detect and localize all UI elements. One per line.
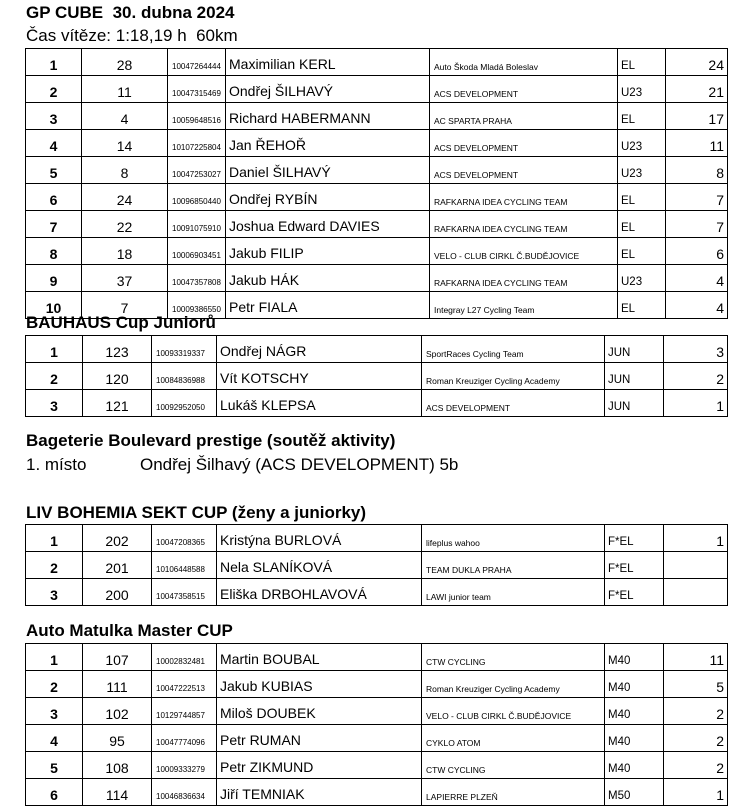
start-number-cell: 28 bbox=[82, 49, 168, 76]
points-cell: 21 bbox=[666, 76, 728, 103]
start-number-cell: 107 bbox=[83, 644, 152, 671]
rider-name-cell: Jakub FILIP bbox=[226, 238, 430, 265]
uci-id-cell: 10047357808 bbox=[168, 265, 226, 292]
bageterie-place: 1. místo bbox=[26, 455, 87, 474]
matulka-heading: Auto Matulka Master CUP bbox=[26, 621, 233, 640]
position-cell: 6 bbox=[26, 184, 82, 211]
category-cell: EL bbox=[618, 184, 666, 211]
team-cell: ACS DEVELOPMENT bbox=[430, 130, 618, 157]
rider-name-cell: Joshua Edward DAVIES bbox=[226, 211, 430, 238]
uci-id-cell: 10047222513 bbox=[152, 671, 217, 698]
rider-name-cell: Nela SLANÍKOVÁ bbox=[217, 552, 422, 579]
gp-results-table bbox=[25, 48, 728, 319]
points-cell bbox=[664, 552, 728, 579]
rider-name-cell: Eliška DRBOHLAVOVÁ bbox=[217, 579, 422, 606]
uci-id-cell: 10002832481 bbox=[152, 644, 217, 671]
uci-id-cell: 10107225804 bbox=[168, 130, 226, 157]
position-cell: 9 bbox=[26, 265, 82, 292]
position-cell: 10 bbox=[26, 292, 82, 319]
points-cell: 17 bbox=[666, 103, 728, 130]
gp-results-body bbox=[26, 49, 728, 319]
table-row bbox=[26, 49, 728, 76]
uci-id-cell: 10091075910 bbox=[168, 211, 226, 238]
position-cell: 2 bbox=[26, 363, 83, 390]
team-cell: Roman Kreuziger Cycling Academy bbox=[422, 671, 605, 698]
bauhaus-heading: BAUHAUS Cup Juniorů bbox=[26, 313, 216, 332]
rider-name-cell: Ondřej NÁGR bbox=[217, 336, 422, 363]
table-row bbox=[26, 211, 728, 238]
category-cell: U23 bbox=[618, 265, 666, 292]
rider-name-cell: Petr FIALA bbox=[226, 292, 430, 319]
category-cell: F*EL bbox=[605, 525, 664, 552]
points-cell: 3 bbox=[664, 336, 728, 363]
uci-id-cell: 10096850440 bbox=[168, 184, 226, 211]
category-cell: EL bbox=[618, 238, 666, 265]
bageterie-heading: Bageterie Boulevard prestige (soutěž aktivity) bbox=[26, 431, 396, 450]
table-row bbox=[26, 752, 728, 779]
points-cell: 1 bbox=[664, 390, 728, 417]
team-cell: AC SPARTA PRAHA bbox=[430, 103, 618, 130]
position-cell: 8 bbox=[26, 238, 82, 265]
position-cell: 1 bbox=[26, 525, 83, 552]
rider-name-cell: Vít KOTSCHY bbox=[217, 363, 422, 390]
points-cell: 6 bbox=[666, 238, 728, 265]
points-cell: 11 bbox=[666, 130, 728, 157]
position-cell: 3 bbox=[26, 390, 83, 417]
winner-time: Čas vítěze: 1:18,19 h 60km bbox=[26, 26, 238, 45]
team-cell: lifeplus wahoo bbox=[422, 525, 605, 552]
uci-id-cell: 10047253027 bbox=[168, 157, 226, 184]
category-cell: F*EL bbox=[605, 579, 664, 606]
table-row bbox=[26, 336, 728, 363]
position-cell: 5 bbox=[26, 752, 83, 779]
points-cell: 8 bbox=[666, 157, 728, 184]
points-cell: 2 bbox=[664, 725, 728, 752]
position-cell: 1 bbox=[26, 644, 83, 671]
points-cell: 11 bbox=[664, 644, 728, 671]
category-cell: JUN bbox=[605, 336, 664, 363]
rider-name-cell: Jan ŘEHOŘ bbox=[226, 130, 430, 157]
uci-id-cell: 10084836988 bbox=[152, 363, 217, 390]
category-cell: F*EL bbox=[605, 552, 664, 579]
start-number-cell: 202 bbox=[83, 525, 152, 552]
team-cell: LAPIERRE PLZEŇ bbox=[422, 779, 605, 806]
points-cell: 2 bbox=[664, 363, 728, 390]
table-row bbox=[26, 579, 728, 606]
uci-id-cell: 10009333279 bbox=[152, 752, 217, 779]
rider-name-cell: Ondřej RYBÍN bbox=[226, 184, 430, 211]
start-number-cell: 102 bbox=[83, 698, 152, 725]
points-cell: 7 bbox=[666, 211, 728, 238]
position-cell: 3 bbox=[26, 579, 83, 606]
team-cell: ACS DEVELOPMENT bbox=[430, 76, 618, 103]
bauhaus-results-table bbox=[25, 335, 728, 417]
uci-id-cell: 10047774096 bbox=[152, 725, 217, 752]
liv-results-body bbox=[26, 525, 728, 606]
table-row bbox=[26, 130, 728, 157]
position-cell: 4 bbox=[26, 130, 82, 157]
rider-name-cell: Martin BOUBAL bbox=[217, 644, 422, 671]
table-row bbox=[26, 76, 728, 103]
uci-id-cell: 10092952050 bbox=[152, 390, 217, 417]
start-number-cell: 7 bbox=[82, 292, 168, 319]
team-cell: LAWI junior team bbox=[422, 579, 605, 606]
bauhaus-results-body bbox=[26, 336, 728, 417]
category-cell: EL bbox=[618, 292, 666, 319]
category-cell: JUN bbox=[605, 390, 664, 417]
points-cell: 4 bbox=[666, 292, 728, 319]
start-number-cell: 24 bbox=[82, 184, 168, 211]
rider-name-cell: Petr RUMAN bbox=[217, 725, 422, 752]
table-row bbox=[26, 103, 728, 130]
position-cell: 4 bbox=[26, 725, 83, 752]
points-cell: 2 bbox=[664, 752, 728, 779]
rider-name-cell: Maximilian KERL bbox=[226, 49, 430, 76]
table-row bbox=[26, 265, 728, 292]
points-cell: 2 bbox=[664, 698, 728, 725]
uci-id-cell: 10009386550 bbox=[168, 292, 226, 319]
points-cell: 1 bbox=[664, 779, 728, 806]
category-cell: M40 bbox=[605, 752, 664, 779]
position-cell: 2 bbox=[26, 671, 83, 698]
bageterie-winner: Ondřej Šilhavý (ACS DEVELOPMENT) 5b bbox=[140, 455, 459, 474]
position-cell: 2 bbox=[26, 552, 83, 579]
uci-id-cell: 10106448588 bbox=[152, 552, 217, 579]
team-cell: Roman Kreuziger Cycling Academy bbox=[422, 363, 605, 390]
team-cell: ACS DEVELOPMENT bbox=[422, 390, 605, 417]
team-cell: RAFKARNA IDEA CYCLING TEAM bbox=[430, 211, 618, 238]
start-number-cell: 111 bbox=[83, 671, 152, 698]
table-row bbox=[26, 671, 728, 698]
rider-name-cell: Jiří TEMNIAK bbox=[217, 779, 422, 806]
table-row bbox=[26, 184, 728, 211]
rider-name-cell: Daniel ŠILHAVÝ bbox=[226, 157, 430, 184]
category-cell: EL bbox=[618, 103, 666, 130]
category-cell: M40 bbox=[605, 725, 664, 752]
table-row bbox=[26, 725, 728, 752]
points-cell: 4 bbox=[666, 265, 728, 292]
position-cell: 7 bbox=[26, 211, 82, 238]
team-cell: ACS DEVELOPMENT bbox=[430, 157, 618, 184]
team-cell: VELO - CLUB CIRKL Č.BUDĚJOVICE bbox=[422, 698, 605, 725]
category-cell: JUN bbox=[605, 363, 664, 390]
table-row bbox=[26, 779, 728, 806]
position-cell: 1 bbox=[26, 49, 82, 76]
team-cell: VELO - CLUB CIRKL Č.BUDĚJOVICE bbox=[430, 238, 618, 265]
category-cell: U23 bbox=[618, 130, 666, 157]
table-row bbox=[26, 698, 728, 725]
position-cell: 3 bbox=[26, 103, 82, 130]
category-cell: EL bbox=[618, 211, 666, 238]
start-number-cell: 121 bbox=[83, 390, 152, 417]
uci-id-cell: 10059648516 bbox=[168, 103, 226, 130]
rider-name-cell: Ondřej ŠILHAVÝ bbox=[226, 76, 430, 103]
start-number-cell: 201 bbox=[83, 552, 152, 579]
start-number-cell: 14 bbox=[82, 130, 168, 157]
uci-id-cell: 10047315469 bbox=[168, 76, 226, 103]
team-cell: SportRaces Cycling Team bbox=[422, 336, 605, 363]
start-number-cell: 22 bbox=[82, 211, 168, 238]
uci-id-cell: 10093319337 bbox=[152, 336, 217, 363]
start-number-cell: 4 bbox=[82, 103, 168, 130]
matulka-results-body bbox=[26, 644, 728, 806]
team-cell: TEAM DUKLA PRAHA bbox=[422, 552, 605, 579]
rider-name-cell: Petr ZIKMUND bbox=[217, 752, 422, 779]
team-cell: CYKLO ATOM bbox=[422, 725, 605, 752]
liv-results-table bbox=[25, 524, 728, 606]
start-number-cell: 114 bbox=[83, 779, 152, 806]
table-row bbox=[26, 525, 728, 552]
table-row bbox=[26, 157, 728, 184]
start-number-cell: 8 bbox=[82, 157, 168, 184]
start-number-cell: 18 bbox=[82, 238, 168, 265]
team-cell: RAFKARNA IDEA CYCLING TEAM bbox=[430, 184, 618, 211]
uci-id-cell: 10129744857 bbox=[152, 698, 217, 725]
uci-id-cell: 10006903451 bbox=[168, 238, 226, 265]
uci-id-cell: 10047208365 bbox=[152, 525, 217, 552]
table-row bbox=[26, 390, 728, 417]
start-number-cell: 108 bbox=[83, 752, 152, 779]
category-cell: M40 bbox=[605, 698, 664, 725]
category-cell: M40 bbox=[605, 671, 664, 698]
start-number-cell: 11 bbox=[82, 76, 168, 103]
team-cell: Integray L27 Cycling Team bbox=[430, 292, 618, 319]
rider-name-cell: Kristýna BURLOVÁ bbox=[217, 525, 422, 552]
uci-id-cell: 10047264444 bbox=[168, 49, 226, 76]
rider-name-cell: Richard HABERMANN bbox=[226, 103, 430, 130]
team-cell: CTW CYCLING bbox=[422, 644, 605, 671]
page-title: GP CUBE 30. dubna 2024 bbox=[26, 3, 235, 22]
points-cell: 5 bbox=[664, 671, 728, 698]
position-cell: 5 bbox=[26, 157, 82, 184]
rider-name-cell: Jakub KUBIAS bbox=[217, 671, 422, 698]
matulka-results-table bbox=[25, 643, 728, 806]
rider-name-cell: Lukáš KLEPSA bbox=[217, 390, 422, 417]
start-number-cell: 37 bbox=[82, 265, 168, 292]
points-cell: 7 bbox=[666, 184, 728, 211]
rider-name-cell: Miloš DOUBEK bbox=[217, 698, 422, 725]
position-cell: 6 bbox=[26, 779, 83, 806]
points-cell: 24 bbox=[666, 49, 728, 76]
category-cell: EL bbox=[618, 49, 666, 76]
start-number-cell: 95 bbox=[83, 725, 152, 752]
category-cell: M40 bbox=[605, 644, 664, 671]
table-row bbox=[26, 552, 728, 579]
category-cell: U23 bbox=[618, 76, 666, 103]
start-number-cell: 120 bbox=[83, 363, 152, 390]
position-cell: 3 bbox=[26, 698, 83, 725]
rider-name-cell: Jakub HÁK bbox=[226, 265, 430, 292]
points-cell bbox=[664, 579, 728, 606]
table-row bbox=[26, 238, 728, 265]
position-cell: 2 bbox=[26, 76, 82, 103]
points-cell: 1 bbox=[664, 525, 728, 552]
category-cell: U23 bbox=[618, 157, 666, 184]
team-cell: CTW CYCLING bbox=[422, 752, 605, 779]
position-cell: 1 bbox=[26, 336, 83, 363]
table-row bbox=[26, 644, 728, 671]
start-number-cell: 200 bbox=[83, 579, 152, 606]
start-number-cell: 123 bbox=[83, 336, 152, 363]
table-row bbox=[26, 363, 728, 390]
uci-id-cell: 10046836634 bbox=[152, 779, 217, 806]
team-cell: RAFKARNA IDEA CYCLING TEAM bbox=[430, 265, 618, 292]
category-cell: M50 bbox=[605, 779, 664, 806]
liv-heading: LIV BOHEMIA SEKT CUP (ženy a juniorky) bbox=[26, 503, 367, 522]
team-cell: Auto Škoda Mladá Boleslav bbox=[430, 49, 618, 76]
uci-id-cell: 10047358515 bbox=[152, 579, 217, 606]
